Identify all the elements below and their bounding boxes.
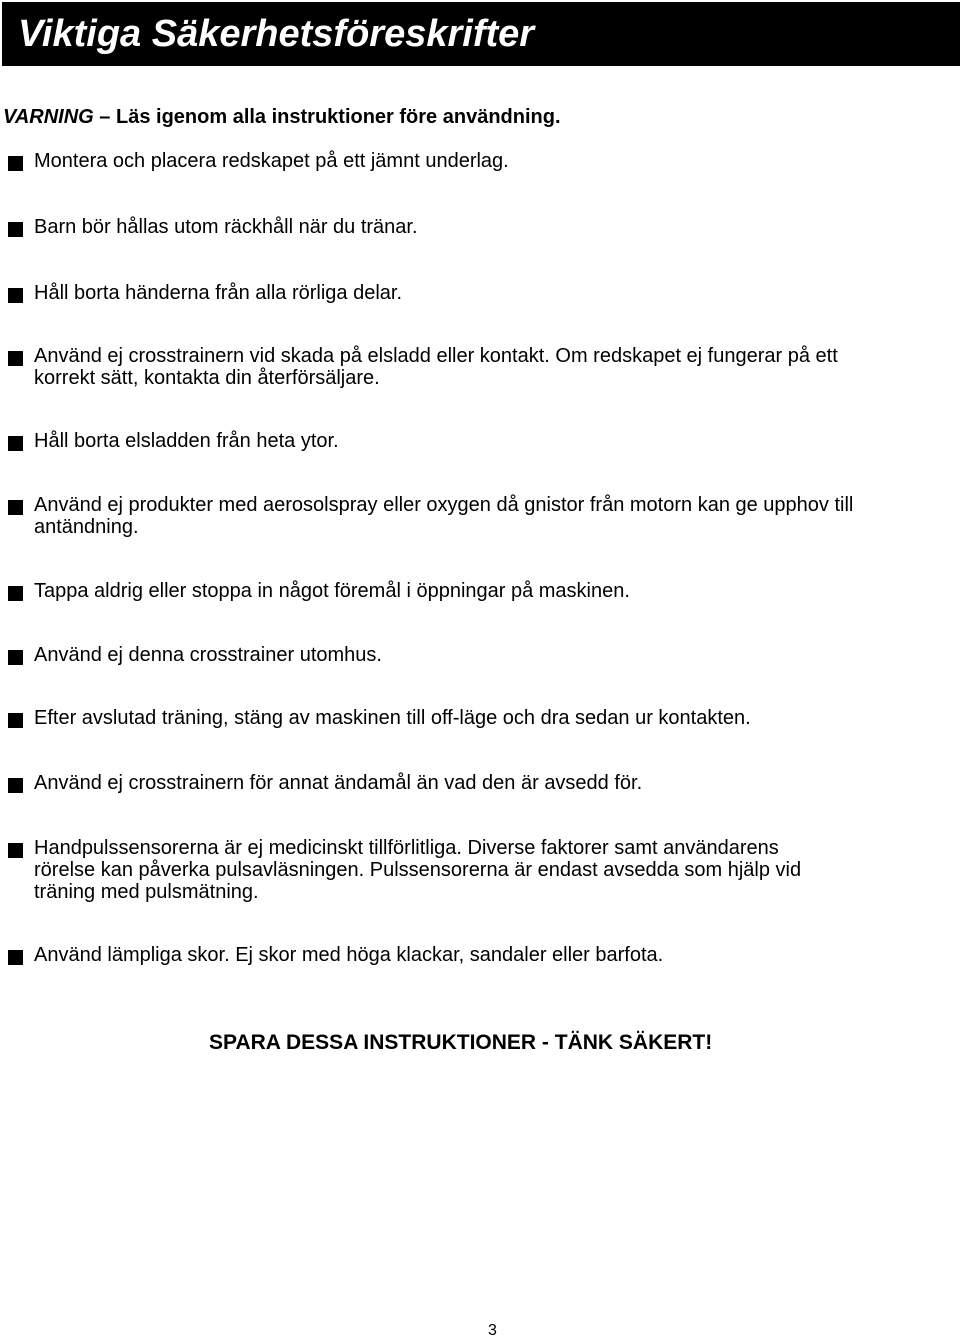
safety-item-text xyxy=(34,282,402,304)
safety-item-line: träning med pulsmätning. xyxy=(34,881,259,903)
safety-item-line: Använd ej crosstrainern för annat ändamål än vad den är avsedd för. xyxy=(34,772,643,794)
square-bullet-icon xyxy=(8,500,23,515)
square-bullet-icon xyxy=(8,288,23,303)
page-title: Viktiga Säkerhetsföreskrifter xyxy=(18,13,535,55)
square-bullet-icon xyxy=(8,778,23,793)
square-bullet-icon xyxy=(8,713,23,728)
safety-item-line: Barn bör hållas utom räckhåll när du tränar. xyxy=(34,216,418,238)
square-bullet-icon xyxy=(8,351,23,366)
safety-item-text xyxy=(34,944,663,966)
square-bullet-icon xyxy=(8,650,23,665)
square-bullet-icon xyxy=(8,586,23,601)
square-bullet-icon xyxy=(8,436,23,451)
safety-item-text xyxy=(34,216,418,238)
safety-item-text xyxy=(34,345,838,389)
safety-item-text xyxy=(34,150,509,172)
warning-text: Läs igenom alla instruktioner före användning. xyxy=(116,106,561,128)
safety-item-text xyxy=(34,494,853,538)
safety-item-text xyxy=(34,772,642,794)
closing-statement: SPARA DESSA INSTRUKTIONER - TÄNK SÄKERT! xyxy=(209,1031,713,1054)
safety-item-line: Efter avslutad träning, stäng av maskinen till off-läge och dra sedan ur kontakten. xyxy=(34,707,751,729)
safety-item-text xyxy=(34,837,801,903)
safety-item-line: Tappa aldrig eller stoppa in något föremål i öppningar på maskinen. xyxy=(34,580,630,602)
safety-item-line: korrekt sätt, kontakta din återförsäljare. xyxy=(34,367,380,389)
page-number: 3 xyxy=(488,1322,497,1339)
safety-item-line: Använd ej denna crosstrainer utomhus. xyxy=(34,644,382,666)
safety-item-line: Använd ej produkter med aerosolspray eller oxygen då gnistor från motorn kan ge upphov till xyxy=(34,494,854,516)
title-bar xyxy=(2,2,960,66)
square-bullet-icon xyxy=(8,950,23,965)
safety-item-text xyxy=(34,430,339,452)
square-bullet-icon xyxy=(8,156,23,171)
square-bullet-icon xyxy=(8,843,23,858)
safety-item-line: Handpulssensorerna är ej medicinskt tillförlitliga. Diverse faktorer samt användarens xyxy=(34,837,779,859)
square-bullet-icon xyxy=(8,222,23,237)
safety-item-line: Håll borta elsladden från heta ytor. xyxy=(34,430,339,452)
safety-item-text xyxy=(34,580,630,602)
safety-item-line: rörelse kan påverka pulsavläsningen. Pulssensorerna är endast avsedda som hjälp vid xyxy=(34,859,802,881)
warning-separator: – xyxy=(93,106,116,128)
safety-item-line: Använd ej crosstrainern vid skada på elsladd eller kontakt. Om redskapet ej fungerar på ett xyxy=(34,345,838,367)
warning-label: VARNING xyxy=(3,106,94,128)
safety-item-line: Använd lämpliga skor. Ej skor med höga klackar, sandaler eller barfota. xyxy=(34,944,664,966)
warning-line xyxy=(3,105,561,129)
safety-item-text xyxy=(34,644,382,666)
safety-item-line: antändning. xyxy=(34,516,139,538)
safety-item-line: Montera och placera redskapet på ett jämnt underlag. xyxy=(34,150,509,172)
safety-item-line: Håll borta händerna från alla rörliga delar. xyxy=(34,282,402,304)
safety-item-text xyxy=(34,707,751,729)
